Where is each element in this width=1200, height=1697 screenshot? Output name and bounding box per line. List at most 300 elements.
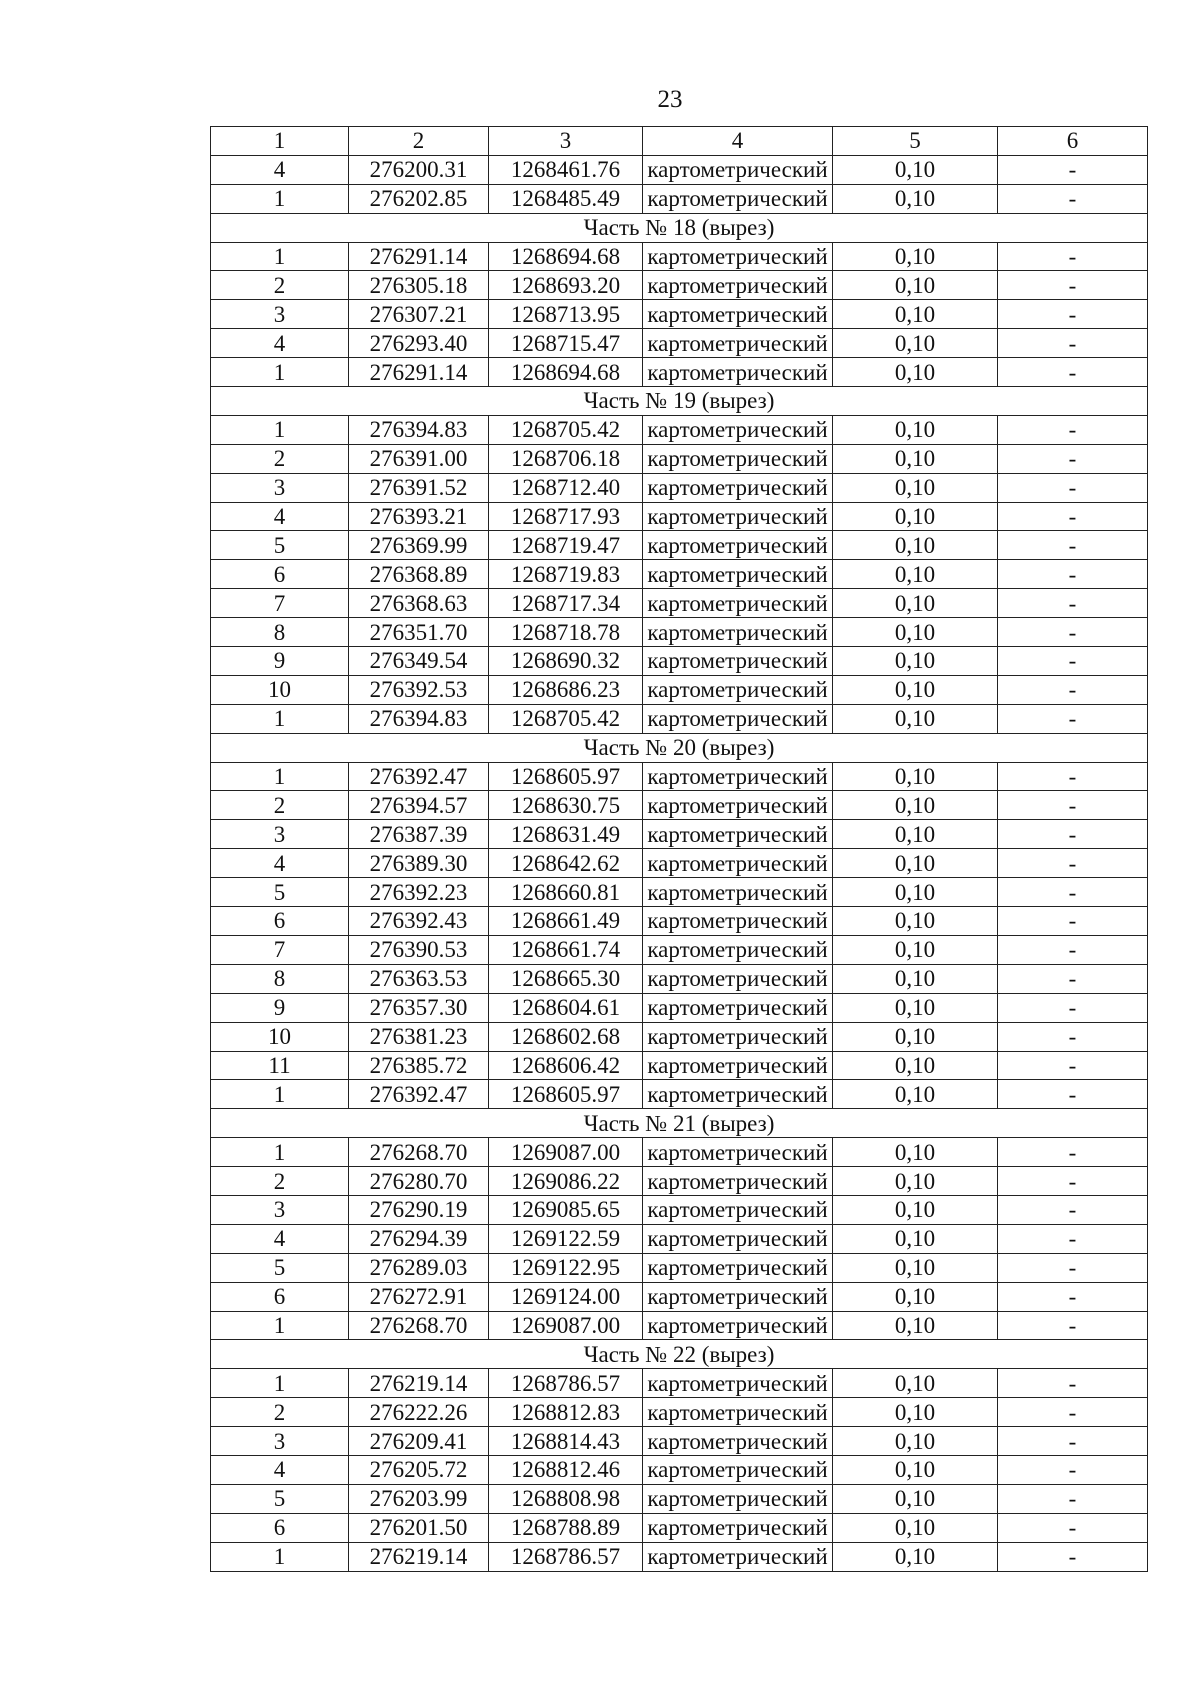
point-number-cell: 8	[211, 964, 349, 993]
y-coordinate-cell: 1269087.00	[489, 1311, 643, 1340]
description-cell: -	[998, 675, 1148, 704]
y-coordinate-cell: 1268705.42	[489, 415, 643, 444]
method-cell: картометрический	[643, 1513, 833, 1542]
description-cell: -	[998, 1542, 1148, 1571]
description-cell: -	[998, 1311, 1148, 1340]
table-row	[211, 444, 1148, 473]
table-row	[211, 473, 1148, 502]
y-coordinate-cell: 1268705.42	[489, 704, 643, 733]
method-cell: картометрический	[643, 184, 833, 213]
y-coordinate-cell: 1269124.00	[489, 1282, 643, 1311]
table-row	[211, 1513, 1148, 1542]
point-number-cell: 5	[211, 878, 349, 907]
y-coordinate-cell: 1269085.65	[489, 1195, 643, 1224]
method-cell: картометрический	[643, 1427, 833, 1456]
point-number-cell: 5	[211, 531, 349, 560]
description-cell: -	[998, 1167, 1148, 1196]
table-row	[211, 1311, 1148, 1340]
description-cell: -	[998, 502, 1148, 531]
method-cell: картометрический	[643, 1484, 833, 1513]
point-number-cell: 10	[211, 675, 349, 704]
accuracy-cell: 0,10	[833, 473, 998, 502]
x-coordinate-cell: 276392.47	[349, 1080, 489, 1109]
y-coordinate-cell: 1268630.75	[489, 791, 643, 820]
description-cell: -	[998, 242, 1148, 271]
point-number-cell: 1	[211, 415, 349, 444]
table-row	[211, 271, 1148, 300]
point-number-cell: 1	[211, 242, 349, 271]
description-cell: -	[998, 444, 1148, 473]
description-cell: -	[998, 1195, 1148, 1224]
x-coordinate-cell: 276389.30	[349, 849, 489, 878]
y-coordinate-cell: 1269086.22	[489, 1167, 643, 1196]
method-cell: картометрический	[643, 1455, 833, 1484]
accuracy-cell: 0,10	[833, 1398, 998, 1427]
y-coordinate-cell: 1268485.49	[489, 184, 643, 213]
y-coordinate-cell: 1268631.49	[489, 820, 643, 849]
point-number-cell: 1	[211, 1138, 349, 1167]
accuracy-cell: 0,10	[833, 184, 998, 213]
table-row	[211, 155, 1148, 184]
y-coordinate-cell: 1268719.83	[489, 560, 643, 589]
table-row	[211, 1080, 1148, 1109]
y-coordinate-cell: 1268605.97	[489, 762, 643, 791]
description-cell: -	[998, 1022, 1148, 1051]
method-cell: картометрический	[643, 618, 833, 647]
accuracy-cell: 0,10	[833, 1051, 998, 1080]
x-coordinate-cell: 276307.21	[349, 300, 489, 329]
x-coordinate-cell: 276200.31	[349, 155, 489, 184]
x-coordinate-cell: 276291.14	[349, 358, 489, 387]
y-coordinate-cell: 1268808.98	[489, 1484, 643, 1513]
accuracy-cell: 0,10	[833, 1484, 998, 1513]
point-number-cell: 4	[211, 155, 349, 184]
section-title: Часть № 21 (вырез)	[211, 1109, 1148, 1138]
table-row	[211, 1167, 1148, 1196]
point-number-cell: 1	[211, 1080, 349, 1109]
point-number-cell: 1	[211, 184, 349, 213]
point-number-cell: 1	[211, 1542, 349, 1571]
y-coordinate-cell: 1268786.57	[489, 1542, 643, 1571]
table-row	[211, 1398, 1148, 1427]
header-cell: 6	[998, 127, 1148, 156]
description-cell: -	[998, 1398, 1148, 1427]
method-cell: картометрический	[643, 704, 833, 733]
accuracy-cell: 0,10	[833, 1138, 998, 1167]
method-cell: картометрический	[643, 993, 833, 1022]
accuracy-cell: 0,10	[833, 589, 998, 618]
point-number-cell: 3	[211, 473, 349, 502]
y-coordinate-cell: 1268461.76	[489, 155, 643, 184]
y-coordinate-cell: 1268694.68	[489, 358, 643, 387]
x-coordinate-cell: 276392.47	[349, 762, 489, 791]
x-coordinate-cell: 276368.63	[349, 589, 489, 618]
description-cell: -	[998, 1138, 1148, 1167]
x-coordinate-cell: 276387.39	[349, 820, 489, 849]
accuracy-cell: 0,10	[833, 358, 998, 387]
accuracy-cell: 0,10	[833, 1369, 998, 1398]
y-coordinate-cell: 1268717.93	[489, 502, 643, 531]
table-row	[211, 647, 1148, 676]
y-coordinate-cell: 1268706.18	[489, 444, 643, 473]
x-coordinate-cell: 276202.85	[349, 184, 489, 213]
y-coordinate-cell: 1268719.47	[489, 531, 643, 560]
point-number-cell: 6	[211, 1282, 349, 1311]
accuracy-cell: 0,10	[833, 1542, 998, 1571]
description-cell: -	[998, 1455, 1148, 1484]
description-cell: -	[998, 358, 1148, 387]
table-row	[211, 1455, 1148, 1484]
x-coordinate-cell: 276203.99	[349, 1484, 489, 1513]
y-coordinate-cell: 1268665.30	[489, 964, 643, 993]
header-cell: 1	[211, 127, 349, 156]
header-row	[211, 127, 1148, 156]
method-cell: картометрический	[643, 560, 833, 589]
point-number-cell: 1	[211, 358, 349, 387]
section-row	[211, 213, 1148, 242]
accuracy-cell: 0,10	[833, 155, 998, 184]
accuracy-cell: 0,10	[833, 704, 998, 733]
accuracy-cell: 0,10	[833, 907, 998, 936]
accuracy-cell: 0,10	[833, 964, 998, 993]
x-coordinate-cell: 276385.72	[349, 1051, 489, 1080]
x-coordinate-cell: 276393.21	[349, 502, 489, 531]
description-cell: -	[998, 300, 1148, 329]
section-row	[211, 733, 1148, 762]
method-cell: картометрический	[643, 1080, 833, 1109]
accuracy-cell: 0,10	[833, 1513, 998, 1542]
x-coordinate-cell: 276381.23	[349, 1022, 489, 1051]
x-coordinate-cell: 276219.14	[349, 1542, 489, 1571]
y-coordinate-cell: 1268605.97	[489, 1080, 643, 1109]
method-cell: картометрический	[643, 762, 833, 791]
method-cell: картометрический	[643, 415, 833, 444]
y-coordinate-cell: 1268660.81	[489, 878, 643, 907]
method-cell: картометрический	[643, 1253, 833, 1282]
table-row	[211, 618, 1148, 647]
description-cell: -	[998, 1427, 1148, 1456]
x-coordinate-cell: 276394.83	[349, 704, 489, 733]
header-cell: 4	[643, 127, 833, 156]
description-cell: -	[998, 473, 1148, 502]
method-cell: картометрический	[643, 1542, 833, 1571]
x-coordinate-cell: 276351.70	[349, 618, 489, 647]
description-cell: -	[998, 820, 1148, 849]
accuracy-cell: 0,10	[833, 1022, 998, 1051]
x-coordinate-cell: 276289.03	[349, 1253, 489, 1282]
point-number-cell: 3	[211, 1427, 349, 1456]
section-title: Часть № 20 (вырез)	[211, 733, 1148, 762]
point-number-cell: 2	[211, 791, 349, 820]
accuracy-cell: 0,10	[833, 415, 998, 444]
accuracy-cell: 0,10	[833, 1427, 998, 1456]
header-cell: 3	[489, 127, 643, 156]
accuracy-cell: 0,10	[833, 1224, 998, 1253]
point-number-cell: 3	[211, 820, 349, 849]
section-row	[211, 387, 1148, 416]
x-coordinate-cell: 276349.54	[349, 647, 489, 676]
y-coordinate-cell: 1268686.23	[489, 675, 643, 704]
table-row	[211, 820, 1148, 849]
description-cell: -	[998, 415, 1148, 444]
table-row	[211, 907, 1148, 936]
method-cell: картометрический	[643, 849, 833, 878]
method-cell: картометрический	[643, 444, 833, 473]
point-number-cell: 6	[211, 560, 349, 589]
table-row	[211, 1369, 1148, 1398]
x-coordinate-cell: 276290.19	[349, 1195, 489, 1224]
point-number-cell: 6	[211, 907, 349, 936]
page-number: 23	[657, 86, 683, 113]
table-row	[211, 935, 1148, 964]
method-cell: картометрический	[643, 242, 833, 271]
table-row	[211, 1051, 1148, 1080]
method-cell: картометрический	[643, 1369, 833, 1398]
method-cell: картометрический	[643, 907, 833, 936]
point-number-cell: 1	[211, 1311, 349, 1340]
accuracy-cell: 0,10	[833, 1455, 998, 1484]
table-row	[211, 531, 1148, 560]
description-cell: -	[998, 907, 1148, 936]
x-coordinate-cell: 276392.43	[349, 907, 489, 936]
description-cell: -	[998, 589, 1148, 618]
accuracy-cell: 0,10	[833, 300, 998, 329]
x-coordinate-cell: 276268.70	[349, 1311, 489, 1340]
method-cell: картометрический	[643, 820, 833, 849]
y-coordinate-cell: 1268602.68	[489, 1022, 643, 1051]
point-number-cell: 2	[211, 271, 349, 300]
point-number-cell: 3	[211, 300, 349, 329]
y-coordinate-cell: 1268606.42	[489, 1051, 643, 1080]
table-row	[211, 964, 1148, 993]
description-cell: -	[998, 1369, 1148, 1398]
description-cell: -	[998, 1080, 1148, 1109]
method-cell: картометрический	[643, 791, 833, 820]
description-cell: -	[998, 1224, 1148, 1253]
x-coordinate-cell: 276293.40	[349, 329, 489, 358]
y-coordinate-cell: 1269122.95	[489, 1253, 643, 1282]
table-row	[211, 791, 1148, 820]
y-coordinate-cell: 1268661.74	[489, 935, 643, 964]
method-cell: картометрический	[643, 1224, 833, 1253]
point-number-cell: 4	[211, 1224, 349, 1253]
accuracy-cell: 0,10	[833, 531, 998, 560]
accuracy-cell: 0,10	[833, 1282, 998, 1311]
point-number-cell: 11	[211, 1051, 349, 1080]
x-coordinate-cell: 276391.52	[349, 473, 489, 502]
point-number-cell: 4	[211, 329, 349, 358]
section-row	[211, 1340, 1148, 1369]
table-body	[211, 127, 1148, 1572]
y-coordinate-cell: 1268604.61	[489, 993, 643, 1022]
description-cell: -	[998, 271, 1148, 300]
y-coordinate-cell: 1268715.47	[489, 329, 643, 358]
section-title: Часть № 19 (вырез)	[211, 387, 1148, 416]
method-cell: картометрический	[643, 964, 833, 993]
description-cell: -	[998, 1513, 1148, 1542]
table-row	[211, 849, 1148, 878]
table-row	[211, 502, 1148, 531]
method-cell: картометрический	[643, 935, 833, 964]
method-cell: картометрический	[643, 271, 833, 300]
y-coordinate-cell: 1268694.68	[489, 242, 643, 271]
description-cell: -	[998, 964, 1148, 993]
description-cell: -	[998, 1253, 1148, 1282]
accuracy-cell: 0,10	[833, 329, 998, 358]
table-row	[211, 1138, 1148, 1167]
accuracy-cell: 0,10	[833, 242, 998, 271]
accuracy-cell: 0,10	[833, 560, 998, 589]
x-coordinate-cell: 276219.14	[349, 1369, 489, 1398]
accuracy-cell: 0,10	[833, 849, 998, 878]
table-row	[211, 415, 1148, 444]
x-coordinate-cell: 276392.53	[349, 675, 489, 704]
table-row	[211, 1484, 1148, 1513]
description-cell: -	[998, 1282, 1148, 1311]
accuracy-cell: 0,10	[833, 1167, 998, 1196]
point-number-cell: 3	[211, 1195, 349, 1224]
accuracy-cell: 0,10	[833, 1195, 998, 1224]
description-cell: -	[998, 618, 1148, 647]
header-cell: 5	[833, 127, 998, 156]
table-row	[211, 878, 1148, 907]
x-coordinate-cell: 276368.89	[349, 560, 489, 589]
description-cell: -	[998, 531, 1148, 560]
y-coordinate-cell: 1268690.32	[489, 647, 643, 676]
x-coordinate-cell: 276209.41	[349, 1427, 489, 1456]
x-coordinate-cell: 276305.18	[349, 271, 489, 300]
description-cell: -	[998, 1051, 1148, 1080]
description-cell: -	[998, 935, 1148, 964]
accuracy-cell: 0,10	[833, 878, 998, 907]
point-number-cell: 5	[211, 1484, 349, 1513]
method-cell: картометрический	[643, 300, 833, 329]
table-row	[211, 1195, 1148, 1224]
description-cell: -	[998, 329, 1148, 358]
x-coordinate-cell: 276394.57	[349, 791, 489, 820]
table-row	[211, 1282, 1148, 1311]
table-row	[211, 358, 1148, 387]
point-number-cell: 4	[211, 849, 349, 878]
method-cell: картометрический	[643, 531, 833, 560]
y-coordinate-cell: 1268786.57	[489, 1369, 643, 1398]
x-coordinate-cell: 276390.53	[349, 935, 489, 964]
x-coordinate-cell: 276369.99	[349, 531, 489, 560]
y-coordinate-cell: 1268693.20	[489, 271, 643, 300]
table-row	[211, 300, 1148, 329]
table-row	[211, 329, 1148, 358]
description-cell: -	[998, 849, 1148, 878]
y-coordinate-cell: 1268814.43	[489, 1427, 643, 1456]
x-coordinate-cell: 276363.53	[349, 964, 489, 993]
method-cell: картометрический	[643, 358, 833, 387]
description-cell: -	[998, 1484, 1148, 1513]
accuracy-cell: 0,10	[833, 1253, 998, 1282]
section-title: Часть № 22 (вырез)	[211, 1340, 1148, 1369]
method-cell: картометрический	[643, 155, 833, 184]
accuracy-cell: 0,10	[833, 675, 998, 704]
y-coordinate-cell: 1268712.40	[489, 473, 643, 502]
x-coordinate-cell: 276394.83	[349, 415, 489, 444]
point-number-cell: 4	[211, 502, 349, 531]
y-coordinate-cell: 1268788.89	[489, 1513, 643, 1542]
table-row	[211, 1224, 1148, 1253]
table-row	[211, 184, 1148, 213]
table-row	[211, 560, 1148, 589]
section-title: Часть № 18 (вырез)	[211, 213, 1148, 242]
point-number-cell: 7	[211, 589, 349, 618]
table-row	[211, 589, 1148, 618]
x-coordinate-cell: 276201.50	[349, 1513, 489, 1542]
description-cell: -	[998, 560, 1148, 589]
point-number-cell: 4	[211, 1455, 349, 1484]
method-cell: картометрический	[643, 675, 833, 704]
point-number-cell: 8	[211, 618, 349, 647]
method-cell: картометрический	[643, 1398, 833, 1427]
accuracy-cell: 0,10	[833, 444, 998, 473]
method-cell: картометрический	[643, 1311, 833, 1340]
method-cell: картометрический	[643, 1167, 833, 1196]
method-cell: картометрический	[643, 1051, 833, 1080]
method-cell: картометрический	[643, 878, 833, 907]
x-coordinate-cell: 276392.23	[349, 878, 489, 907]
method-cell: картометрический	[643, 502, 833, 531]
method-cell: картометрический	[643, 329, 833, 358]
description-cell: -	[998, 155, 1148, 184]
accuracy-cell: 0,10	[833, 1311, 998, 1340]
x-coordinate-cell: 276205.72	[349, 1455, 489, 1484]
x-coordinate-cell: 276391.00	[349, 444, 489, 473]
accuracy-cell: 0,10	[833, 502, 998, 531]
description-cell: -	[998, 878, 1148, 907]
point-number-cell: 2	[211, 1398, 349, 1427]
accuracy-cell: 0,10	[833, 993, 998, 1022]
method-cell: картометрический	[643, 589, 833, 618]
description-cell: -	[998, 762, 1148, 791]
y-coordinate-cell: 1268812.46	[489, 1455, 643, 1484]
point-number-cell: 7	[211, 935, 349, 964]
x-coordinate-cell: 276272.91	[349, 1282, 489, 1311]
accuracy-cell: 0,10	[833, 935, 998, 964]
table-row	[211, 675, 1148, 704]
point-number-cell: 1	[211, 704, 349, 733]
y-coordinate-cell: 1268718.78	[489, 618, 643, 647]
y-coordinate-cell: 1269087.00	[489, 1138, 643, 1167]
accuracy-cell: 0,10	[833, 647, 998, 676]
table-row	[211, 704, 1148, 733]
accuracy-cell: 0,10	[833, 1080, 998, 1109]
method-cell: картометрический	[643, 647, 833, 676]
description-cell: -	[998, 184, 1148, 213]
accuracy-cell: 0,10	[833, 271, 998, 300]
x-coordinate-cell: 276222.26	[349, 1398, 489, 1427]
x-coordinate-cell: 276294.39	[349, 1224, 489, 1253]
method-cell: картометрический	[643, 1282, 833, 1311]
method-cell: картометрический	[643, 1022, 833, 1051]
y-coordinate-cell: 1269122.59	[489, 1224, 643, 1253]
method-cell: картометрический	[643, 1138, 833, 1167]
point-number-cell: 2	[211, 1167, 349, 1196]
y-coordinate-cell: 1268713.95	[489, 300, 643, 329]
x-coordinate-cell: 276357.30	[349, 993, 489, 1022]
table-row	[211, 1542, 1148, 1571]
accuracy-cell: 0,10	[833, 820, 998, 849]
x-coordinate-cell: 276268.70	[349, 1138, 489, 1167]
method-cell: картометрический	[643, 1195, 833, 1224]
y-coordinate-cell: 1268642.62	[489, 849, 643, 878]
y-coordinate-cell: 1268812.83	[489, 1398, 643, 1427]
header-cell: 2	[349, 127, 489, 156]
